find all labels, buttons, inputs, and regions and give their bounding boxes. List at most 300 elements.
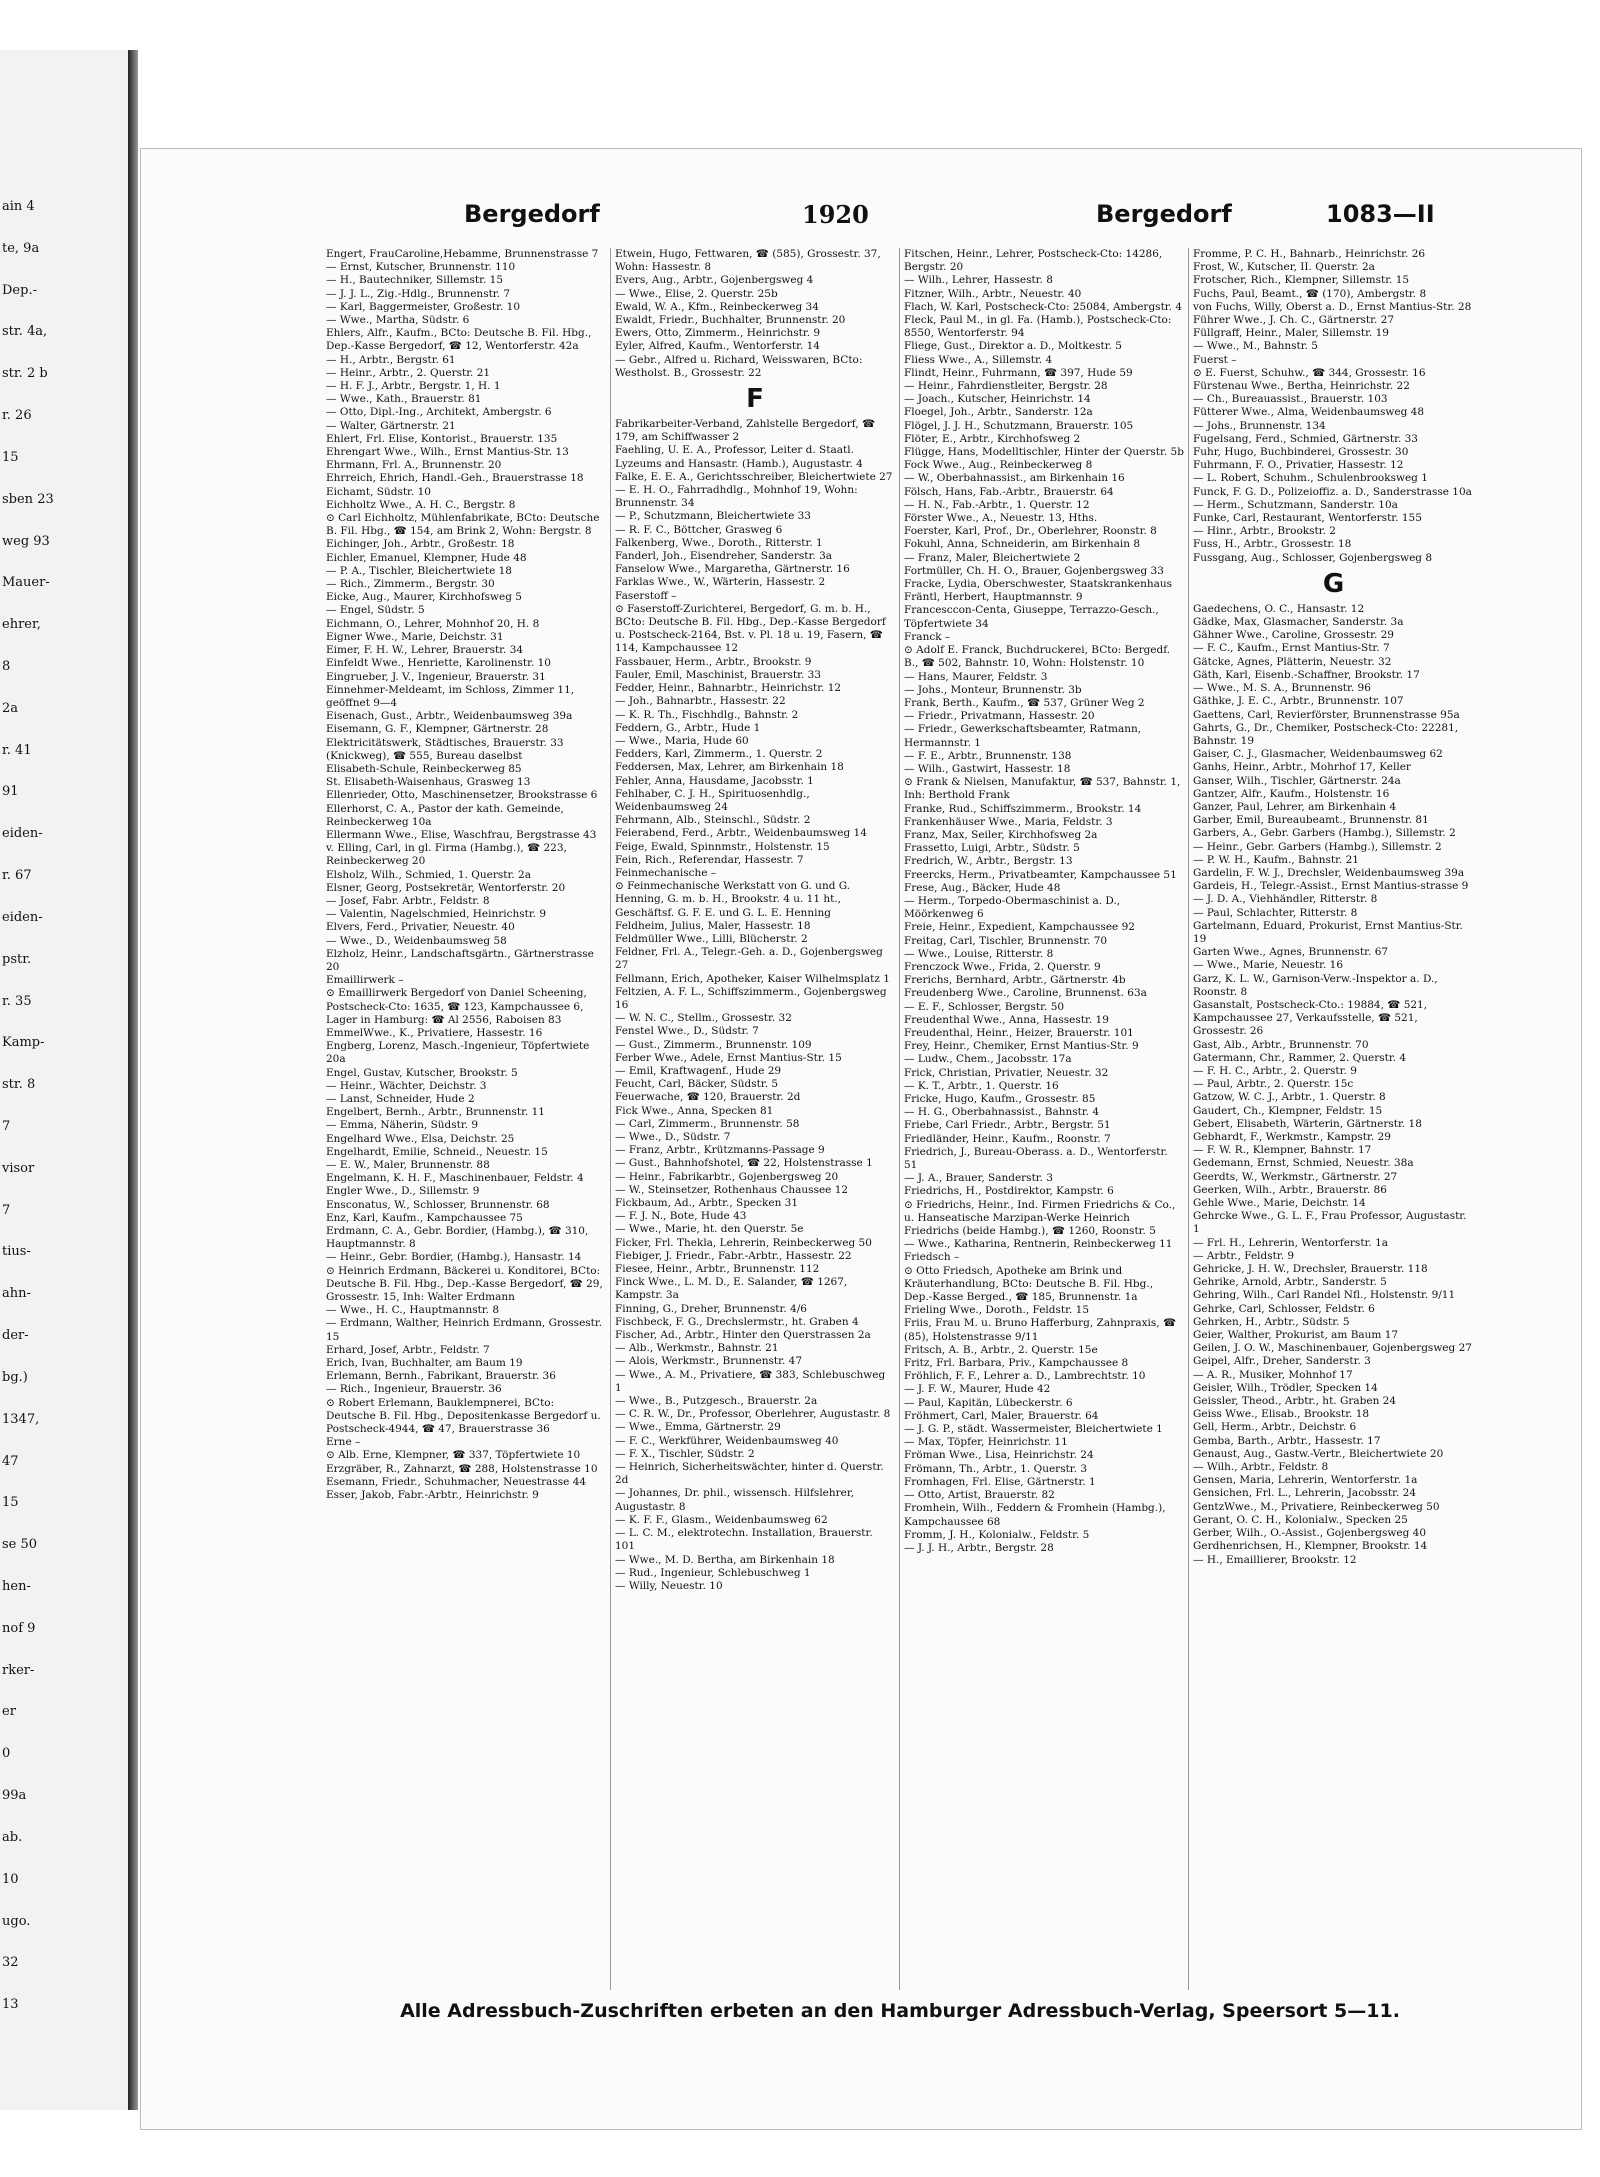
directory-entry: Fredrich, W., Arbtr., Bergstr. 13 — [904, 855, 1073, 868]
directory-entry: Freudenthal, Heinr., Heizer, Brauerstr. 101 — [904, 1026, 1134, 1039]
directory-entry: Fassbauer, Herm., Arbtr., Brookstr. 9 — [615, 655, 812, 668]
directory-entry: Freudenthal Wwe., Anna, Hassestr. 19 — [904, 1013, 1109, 1026]
directory-entry: Feltzien, A. F. L., Schiffszimmerm., Gojenbergsweg 16 — [615, 985, 887, 1011]
directory-entry: Feldmüller Wwe., Lilli, Blücherstr. 2 — [615, 932, 808, 945]
directory-entry: Fleck, Paul M., in gl. Fa. (Hamb.), Postscheck-Cto: 8550, Wentorferstr. 94 — [904, 314, 1172, 340]
directory-entry: — F. E., Arbtr., Brunnenstr. 138 — [904, 749, 1072, 762]
directory-entry: — Heinr., Gebr. Garbers (Hambg.), Sillemstr. 2 — [1193, 840, 1442, 853]
left-page-text: sben 23 — [2, 492, 54, 507]
directory-entry: Fliess Wwe., A., Sillemstr. 4 — [904, 353, 1053, 366]
directory-entry: Flögel, J. J. H., Schutzmann, Brauerstr. 105 — [904, 419, 1134, 432]
directory-entry: Gaettens, Carl, Revierförster, Brunnenstrasse 95a — [1193, 708, 1460, 721]
left-page-text: 10 — [2, 1872, 19, 1887]
directory-entry: GentzWwe., M., Privatiere, Reinbeckerweg 50 — [1193, 1500, 1440, 1513]
directory-entry: Geerken, Wilh., Arbtr., Brauerstr. 86 — [1193, 1183, 1387, 1196]
directory-entry: v. Elling, Carl, in gl. Firma (Hambg.), ☎ 223, Reinbeckerweg 20 — [326, 842, 567, 868]
directory-entry: — Arbtr., Feldstr. 9 — [1193, 1249, 1295, 1262]
directory-entry: Erlemann, Bernh., Fabrikant, Brauerstr. 36 — [326, 1370, 556, 1383]
directory-entry: Friis, Frau M. u. Bruno Hafferburg, Zahnpraxis, ☎ (85), Holstenstrasse 9/11 — [904, 1317, 1177, 1343]
directory-entry: — Paul, Schlachter, Ritterstr. 8 — [1193, 906, 1358, 919]
directory-entry: Funke, Carl, Restaurant, Wentorferstr. 155 — [1193, 512, 1422, 525]
left-page-text: visor — [2, 1161, 35, 1176]
directory-entry: — Engel, Südstr. 5 — [326, 604, 425, 617]
directory-entry: Frömann, Th., Arbtr., 1. Querstr. 3 — [904, 1462, 1088, 1475]
directory-column — [900, 248, 1189, 1990]
directory-entry: Fröhlich, F. F., Lehrer a. D., Lambrechtstr. 10 — [904, 1370, 1146, 1383]
directory-entry: Gebhardt, F., Werkmstr., Kampstr. 29 — [1193, 1131, 1391, 1143]
directory-entry: — P. A., Tischler, Bleichertwiete 18 — [326, 564, 512, 577]
directory-entry: ⊙ Adolf E. Franck, Buchdruckerei, BCto: Bergedf. B., ☎ 502, Bahnstr. 10, Wohn: Holstenstr. 10 — [904, 644, 1171, 670]
left-page-text: 47 — [2, 1454, 19, 1469]
directory-entry: — K. R. Th., Fischhdlg., Bahnstr. 2 — [615, 708, 799, 721]
header-right-title: Bergedorf — [1096, 200, 1232, 228]
directory-entry: Gehring, Wilh., Carl Randel Nfl., Holstenstr. 9/11 — [1193, 1289, 1456, 1302]
directory-entry: Frotscher, Rich., Klempner, Sillemstr. 15 — [1193, 274, 1410, 287]
directory-entry: — Carl, Zimmerm., Brunnenstr. 58 — [615, 1117, 800, 1130]
directory-entry: Erich, Ivan, Buchhalter, am Baum 19 — [326, 1357, 523, 1370]
directory-entry: Führer Wwe., J. Ch. C., Gärtnerstr. 27 — [1193, 314, 1395, 327]
directory-entry: Elsholz, Wilh., Schmied, 1. Querstr. 2a — [326, 868, 531, 881]
directory-entry: Freudenberg Wwe., Caroline, Brunnenst. 63a — [904, 987, 1147, 1000]
page-number: 1083—II — [1326, 200, 1435, 228]
directory-entry: Gerant, O. C. H., Kolonialw., Specken 25 — [1193, 1513, 1408, 1526]
directory-entry: Fracke, Lydia, Oberschwester, Staatskrankenhaus — [904, 578, 1173, 591]
directory-entry: — Joach., Kutscher, Heinrichstr. 14 — [904, 393, 1091, 406]
directory-entry: — Max, Töpfer, Heinrichstr. 11 — [904, 1436, 1068, 1449]
directory-entry: — Wwe., Elise, 2. Querstr. 25b — [615, 287, 778, 300]
left-page-text: ugo. — [2, 1914, 31, 1929]
directory-entry: Francesccon-Centa, Giuseppe, Terrazzo-Gesch., Töpfertwiete 34 — [904, 604, 1159, 630]
directory-entry: Eigner Wwe., Marie, Deichstr. 31 — [326, 630, 504, 643]
directory-entry: — K. F. F., Glasm., Weidenbaumsweg 62 — [615, 1513, 828, 1526]
directory-entry: Fischer, Ad., Arbtr., Hinter den Querstrassen 2a — [615, 1329, 871, 1342]
directory-entry: — Ch., Bureauassist., Brauerstr. 103 — [1193, 393, 1388, 406]
directory-entry: Frankenhäuser Wwe., Maria, Feldstr. 3 — [904, 815, 1113, 828]
left-page-text: 15 — [2, 450, 19, 465]
directory-entry: — E. H. O., Fahrradhdlg., Mohnhof 19, Wohn: Brunnenstr. 34 — [615, 484, 858, 510]
directory-entry: — Wwe., M. D. Bertha, am Birkenhain 18 — [615, 1553, 835, 1566]
left-page-text: 15 — [2, 1495, 19, 1510]
directory-entry: Fehler, Anna, Hausdame, Jacobsstr. 1 — [615, 774, 814, 787]
directory-entry: ⊙ Faserstoff-Zurichterei, Bergedorf, G. m. b. H., BCto: Deutsche B. Fil. Hbg., Dep.-Kasse Bergedorf u. Postscheck-2164, Bst. v. Pl. 18 u. 19, Fasern, ☎ 114, Kampchaussee 12 — [615, 602, 886, 655]
directory-entry: — J. J. H., Arbtr., Bergstr. 28 — [904, 1541, 1054, 1554]
directory-entry: — H. G., Oberbahnassist., Bahnstr. 4 — [904, 1106, 1100, 1119]
directory-entry: — Wwe., Marie, ht. den Querstr. 5e — [615, 1223, 804, 1236]
directory-entry: Gaiser, C. J., Glasmacher, Weidenbaumsweg 62 — [1193, 748, 1443, 761]
directory-entry: Erne – — [326, 1436, 361, 1449]
directory-entry: Engelhard Wwe., Elsa, Deichstr. 25 — [326, 1132, 515, 1145]
directory-entry: Friedrichs, H., Postdirektor, Kampstr. 6 — [904, 1185, 1114, 1198]
directory-entry: Garber, Emil, Bureaubeamt., Brunnenstr. 81 — [1193, 814, 1429, 827]
directory-entry: Genaust, Aug., Gastw.-Vertr., Bleichertwiete 20 — [1193, 1447, 1444, 1460]
directory-entry: Faserstoff – — [615, 589, 677, 602]
directory-entry: — Heinr., Wächter, Deichstr. 3 — [326, 1079, 487, 1092]
page-header — [320, 200, 1480, 236]
directory-entry: — H., Bautechniker, Sillemstr. 15 — [326, 274, 504, 287]
directory-entry: Farklas Wwe., W., Wärterin, Hassestr. 2 — [615, 576, 826, 589]
left-page-fragment — [0, 50, 131, 2110]
left-page-text: bg.) — [2, 1370, 28, 1385]
directory-entry: — Walter, Gärtnerstr. 21 — [326, 419, 456, 432]
directory-entry: Friedländer, Heinr., Kaufm., Roonstr. 7 — [904, 1132, 1111, 1145]
directory-entry: — F. C., Kaufm., Ernst Mantius-Str. 7 — [1193, 642, 1390, 655]
directory-entry: Freitag, Carl, Tischler, Brunnenstr. 70 — [904, 934, 1108, 947]
directory-entry: — K. T., Arbtr., 1. Querstr. 16 — [904, 1079, 1059, 1092]
directory-entry: Eyler, Alfred, Kaufm., Wentorferstr. 14 — [615, 340, 820, 353]
directory-entry: Fock Wwe., Aug., Reinbeckerweg 8 — [904, 459, 1093, 472]
directory-entry: — Valentin, Nagelschmied, Heinrichstr. 9 — [326, 908, 547, 921]
directory-entry: Ellenrieder, Otto, Maschinensetzer, Brookstrasse 6 — [326, 789, 598, 802]
directory-entry: — Otto, Artist, Brauerstr. 82 — [904, 1489, 1055, 1502]
left-page-text: er — [2, 1704, 16, 1719]
directory-entry: Gensichen, Frl. L., Lehrerin, Jacobsstr. 24 — [1193, 1487, 1417, 1500]
directory-entry: — Alb., Werkmstr., Bahnstr. 21 — [615, 1342, 779, 1355]
directory-entry: Füllgraff, Heinr., Maler, Sillemstr. 19 — [1193, 327, 1389, 340]
directory-entry: Friedrich, J., Bureau-Oberass. a. D., Wentorferstr. 51 — [904, 1145, 1168, 1172]
directory-entry: Fanderl, Joh., Eisendreher, Sanderstr. 3a — [615, 550, 833, 563]
directory-entry: Fedder, Heinr., Bahnarbtr., Heinrichstr. 12 — [615, 682, 842, 695]
directory-entry: — Herm., Torpedo-Obermaschinist a. D., Möörkenweg 6 — [904, 894, 1121, 921]
directory-entry: — H., Arbtr., Bergstr. 61 — [326, 353, 456, 366]
directory-entry: Fuerst – — [1193, 353, 1237, 366]
header-left-title: Bergedorf — [464, 200, 600, 228]
left-page-text: der- — [2, 1328, 29, 1343]
directory-entry: Fehrmann, Alb., Steinschl., Südstr. 2 — [615, 814, 811, 827]
directory-entry: Eichamt, Südstr. 10 — [326, 485, 431, 498]
directory-entry: Feddersen, Max, Lehrer, am Birkenhain 18 — [615, 761, 844, 774]
left-page-text: 13 — [2, 1997, 19, 2012]
directory-entry: Ganzer, Paul, Lehrer, am Birkenhain 4 — [1193, 800, 1397, 813]
directory-entry: Gantzer, Alfr., Kaufm., Holstenstr. 16 — [1193, 787, 1390, 800]
directory-entry: Fuhrmann, F. O., Privatier, Hassestr. 12 — [1193, 459, 1404, 472]
directory-entry: — Wwe., D., Südstr. 7 — [615, 1131, 731, 1143]
directory-entry: Freie, Heinr., Expedient, Kampchaussee 92 — [904, 921, 1135, 934]
directory-entry: — Johs., Monteur, Brunnenstr. 3b — [904, 683, 1082, 696]
directory-entry: Fabrikarbeiter-Verband, Zahlstelle Bergedorf, ☎ 179, am Schiffwasser 2 — [615, 418, 876, 444]
directory-entry: Eingrueber, J. V., Ingenieur, Brauerstr. 31 — [326, 670, 546, 683]
directory-entry: Garz, K. L. W., Garnison-Verw.-Inspektor a. D., Roonstr. 8 — [1193, 972, 1438, 998]
directory-entry: Fuhr, Hugo, Buchbinderei, Grossestr. 30 — [1193, 446, 1409, 459]
directory-entry: — Willy, Neuestr. 10 — [615, 1579, 723, 1592]
directory-entry: — F. H. C., Arbtr., 2. Querstr. 9 — [1193, 1064, 1357, 1077]
directory-entry: Ellermann Wwe., Elise, Waschfrau, Bergstrasse 43 — [326, 828, 597, 841]
directory-entry: ⊙ Feinmechanische Werkstatt von G. und G. Henning, G. m. b. H., Brookstr. 4 u. 11 ht., Geschäftsf. G. F. E. und G. L. E. Henning — [615, 880, 851, 919]
directory-entry: — Wwe., M. S. A., Brunnenstr. 96 — [1193, 682, 1371, 695]
directory-entry: Engelbert, Bernh., Arbtr., Brunnenstr. 11 — [326, 1106, 545, 1119]
directory-entry: — Otto, Dipl.-Ing., Architekt, Ambergstr. 6 — [326, 406, 552, 419]
left-page-text: 0 — [2, 1746, 11, 1761]
directory-entry: Fütterer Wwe., Alma, Weidenbaumsweg 48 — [1193, 406, 1425, 419]
directory-entry: — Franz, Maler, Bleichertwiete 2 — [904, 551, 1081, 564]
directory-entry: Eichinger, Joh., Arbtr., Großestr. 18 — [326, 538, 515, 551]
directory-entry: ⊙ E. Fuerst, Schuhw., ☎ 344, Grossestr. 16 — [1193, 366, 1426, 379]
directory-entry: Esemann, Friedr., Schuhmacher, Neuestrasse 44 — [326, 1475, 587, 1488]
left-page-text: 99a — [2, 1788, 27, 1803]
directory-entry: — J. A., Brauer, Sanderstr. 3 — [904, 1172, 1054, 1185]
directory-entry: Franck – — [904, 630, 951, 643]
directory-entry: — Heinr., Arbtr., 2. Querstr. 21 — [326, 366, 491, 379]
directory-entry: Erdmann, C. A., Gebr. Bordier, (Hambg.), ☎ 310, Hauptmannstr. 8 — [326, 1225, 589, 1251]
directory-entry: — J. D. A., Viehhändler, Ritterstr. 8 — [1193, 893, 1378, 906]
directory-entry: Feige, Ewald, Spinnmstr., Holstenstr. 15 — [615, 840, 830, 853]
directory-entry: — H. N., Fab.-Arbtr., 1. Querstr. 12 — [904, 498, 1090, 511]
left-page-text: r. 26 — [2, 408, 32, 423]
directory-entry: Gedemann, Ernst, Schmied, Neuestr. 38a — [1193, 1157, 1414, 1170]
directory-entry: Engert, FrauCaroline,Hebamme, Brunnenstrasse 7 — [326, 248, 599, 260]
directory-entry: — J. G. P., städt. Wassermeister, Bleichertwiete 1 — [904, 1423, 1163, 1436]
directory-entry: Fiesee, Heinr., Arbtr., Brunnenstr. 112 — [615, 1263, 820, 1276]
directory-entry: Franke, Rud., Schiffszimmerm., Brookstr. 14 — [904, 802, 1142, 815]
directory-entry: Erzgräber, R., Zahnarzt, ☎ 288, Holstenstrasse 10 — [326, 1462, 598, 1475]
directory-entry: — C. R. W., Dr., Professor, Oberlehrer, Augustastr. 8 — [615, 1408, 891, 1421]
directory-entry: Ewaldt, Friedr., Buchhalter, Brunnenstr. 20 — [615, 314, 846, 327]
directory-entry: Eichler, Emanuel, Klempner, Hude 48 — [326, 551, 527, 564]
directory-entry: — A. R., Musiker, Mohnhof 17 — [1193, 1368, 1353, 1381]
directory-entry: ⊙ Heinrich Erdmann, Bäckerei u. Konditorei, BCto: Deutsche B. Fil. Hbg., Dep.-Kasse Bergedorf, ☎ 29, Grossestr. 15, Inh: Walter Erdmann — [326, 1264, 603, 1304]
left-page-text: eiden- — [2, 910, 43, 925]
directory-column — [322, 248, 611, 1990]
directory-entry: — W., Steinsetzer, Rothenhaus Chaussee 12 — [615, 1183, 849, 1196]
directory-entry: — Gust., Zimmerm., Brunnenstr. 109 — [615, 1038, 812, 1051]
directory-entry: — Lanst, Schneider, Hude 2 — [326, 1093, 475, 1105]
directory-entry: — W. N. C., Stellm., Grossestr. 32 — [615, 1012, 792, 1025]
directory-entry: ⊙ Carl Eichholtz, Mühlenfabrikate, BCto: Deutsche B. Fil. Hbg., ☎ 154, am Brink 2, Wohn: Bergstr. 8 — [326, 512, 600, 538]
directory-entry: — Frl. H., Lehrerin, Wentorferstr. 1a — [1193, 1236, 1389, 1249]
directory-entry: Fromme, P. C. H., Bahnarb., Heinrichstr. 26 — [1193, 248, 1426, 260]
directory-entry: Fussgang, Aug., Schlosser, Gojenbergsweg 8 — [1193, 551, 1433, 564]
directory-entry: — F. X., Tischler, Südstr. 2 — [615, 1447, 755, 1460]
header-year: 1920 — [802, 200, 869, 229]
directory-entry: Fröhmert, Carl, Maler, Brauerstr. 64 — [904, 1409, 1099, 1422]
directory-entry: — Ludw., Chem., Jacobsstr. 17a — [904, 1053, 1072, 1066]
directory-entry: — R. F. C., Böttcher, Grasweg 6 — [615, 523, 783, 536]
directory-entry: Frese, Aug., Bäcker, Hude 48 — [904, 881, 1061, 894]
directory-entry: — Karl, Baggermeister, Großestr. 10 — [326, 300, 521, 313]
directory-entry: Gähner Wwe., Caroline, Grossestr. 29 — [1193, 629, 1394, 642]
directory-entry: St. Elisabeth-Waisenhaus, Grasweg 13 — [326, 776, 531, 789]
directory-entry: — Heinr., Gebr. Bordier, (Hambg.), Hansastr. 14 — [326, 1251, 582, 1264]
directory-entry: Gätcke, Agnes, Plätterin, Neuestr. 32 — [1193, 655, 1392, 668]
directory-entry: ⊙ Frank & Nielsen, Manufaktur, ☎ 537, Bahnstr. 1, Inh: Berthold Frank — [904, 776, 1181, 802]
directory-entry: Ehrreich, Ehrich, Handl.-Geh., Brauerstrasse 18 — [326, 472, 584, 485]
directory-entry: Gehricke, J. H. W., Drechsler, Brauerstr. 118 — [1193, 1263, 1428, 1276]
left-page-text: ain 4 — [2, 199, 35, 214]
directory-entry: Frassetto, Luigi, Arbtr., Südstr. 5 — [904, 842, 1080, 855]
directory-entry: — Wwe., Martha, Südstr. 6 — [326, 314, 470, 327]
directory-entry: Gehrken, H., Arbtr., Südstr. 5 — [1193, 1315, 1350, 1328]
directory-entry: — F. J. N., Bote, Hude 43 — [615, 1210, 747, 1223]
directory-entry: — Emil, Kraftwagenf., Hude 29 — [615, 1064, 782, 1077]
directory-entry: — L. C. M., elektrotechn. Installation, Brauerstr. 101 — [615, 1527, 873, 1553]
directory-entry: Engelmann, K. H. F., Maschinenbauer, Feldstr. 4 — [326, 1172, 584, 1185]
directory-entry: Ewald, W. A., Kfm., Reinbeckerweg 34 — [615, 300, 819, 313]
directory-entry: ⊙ Robert Erlemann, Bauklempnerei, BCto: Deutsche B. Fil. Hbg., Depositenkasse Bergedorf u. Postscheck-4944, ☎ 47, Brauerstrasse 36 — [326, 1396, 601, 1436]
directory-entry: Geilen, J. O. W., Maschinenbauer, Gojenbergsweg 27 — [1193, 1342, 1472, 1355]
directory-entry: Fick Wwe., Anna, Specken 81 — [615, 1104, 774, 1117]
directory-entry: Feddern, G., Arbtr., Hude 1 — [615, 721, 761, 734]
left-page-text: 91 — [2, 784, 19, 799]
directory-entry: Einfeldt Wwe., Henriette, Karolinenstr. 10 — [326, 657, 551, 670]
left-page-text: hen- — [2, 1579, 31, 1594]
directory-entry: Eisenach, Gust., Arbtr., Weidenbaumsweg 39a — [326, 710, 573, 723]
directory-entry: Flach, W. Karl, Postscheck-Cto: 25084, Ambergstr. 4 — [904, 300, 1183, 313]
directory-entry: Engelhardt, Emilie, Schneid., Neuestr. 15 — [326, 1145, 548, 1158]
directory-entry: — Rud., Ingenieur, Schlebuschweg 1 — [615, 1566, 811, 1579]
directory-entry: Frerichs, Bernhard, Arbtr., Gärtnerstr. 4b — [904, 974, 1126, 987]
book-gutter — [128, 50, 138, 2110]
directory-entry: — Josef, Fabr. Arbtr., Feldstr. 8 — [326, 894, 490, 907]
directory-entry: Gaudert, Ch., Klempner, Feldstr. 15 — [1193, 1104, 1383, 1117]
directory-entry: — Gebr., Alfred u. Richard, Weisswaren, BCto: Westholst. B., Grossestr. 22 — [615, 353, 863, 379]
directory-entry: Engberg, Lorenz, Masch.-Ingenieur, Töpfertwiete 20a — [326, 1040, 590, 1066]
left-page-text: te, 9a — [2, 241, 40, 256]
directory-entry: — Wwe., Emma, Gärtnerstr. 29 — [615, 1421, 781, 1434]
directory-entry: — Wwe., B., Putzgesch., Brauerstr. 2a — [615, 1395, 818, 1408]
directory-entry: Ellerhorst, C. A., Pastor der kath. Gemeinde, Reinbeckerweg 10a — [326, 802, 564, 828]
directory-entry: Gast, Alb., Arbtr., Brunnenstr. 70 — [1193, 1038, 1369, 1051]
section-letter: F — [746, 384, 764, 415]
directory-entry: ⊙ Friedrichs, Heinr., Ind. Firmen Friedrichs & Co., u. Hanseatische Marzipan-Werke Heinrich Friedrichs (beide Hambg.), ☎ 1260, Roonstr. 5 — [904, 1198, 1176, 1238]
directory-entry: Gell, Herm., Arbtr., Deichstr. 6 — [1193, 1421, 1357, 1434]
directory-entry: Faehling, U. E. A., Professor, Leiter d. Staatl. Lyzeums and Hansastr. (Hamb.), Augustastr. 4 — [615, 444, 863, 470]
directory-entry: Gardeis, H., Telegr.-Assist., Ernst Mantius-strasse 9 — [1193, 880, 1469, 893]
directory-entry: — Heinr., Fahrdienstleiter, Bergstr. 28 — [904, 380, 1108, 393]
directory-entry: — Johannes, Dr. phil., wissensch. Hilfslehrer, Augustastr. 8 — [615, 1487, 855, 1513]
left-page-text: r. 41 — [2, 743, 32, 758]
left-page-text: str. 8 — [2, 1077, 36, 1092]
directory-column — [611, 248, 900, 1990]
directory-entry: — Gust., Bahnhofshotel, ☎ 22, Holstenstrasse 1 — [615, 1157, 873, 1170]
directory-entry: Falkenberg, Wwe., Doroth., Ritterstr. 1 — [615, 536, 823, 549]
left-page-text: Kamp- — [2, 1035, 45, 1050]
left-page-text: pstr. — [2, 952, 32, 967]
directory-entry: — Rich., Zimmerm., Bergstr. 30 — [326, 578, 495, 591]
directory-entry: — W., Oberbahnassist., am Birkenhain 16 — [904, 472, 1125, 485]
directory-entry: Falke, E. E. A., Gerichtsschreiber, Bleichertwiete 27 — [615, 470, 893, 483]
directory-entry: Engler Wwe., D., Sillemstr. 9 — [326, 1185, 480, 1198]
directory-entry: — F. W. R., Klempner, Bahnstr. 17 — [1193, 1144, 1372, 1157]
page-footer: Alle Adressbuch-Zuschriften erbeten an den Hamburger Adressbuch-Verlag, Speersort 5—11. — [400, 2000, 1400, 2022]
left-page-text: se 50 — [2, 1537, 38, 1552]
directory-entry: — Friedr., Privatmann, Hassestr. 20 — [904, 710, 1095, 723]
directory-entry: Gädke, Max, Glasmacher, Sanderstr. 3a — [1193, 616, 1404, 629]
left-page-text: eiden- — [2, 826, 43, 841]
directory-entry: — E. W., Maler, Brunnenstr. 88 — [326, 1159, 490, 1172]
directory-entry: Eichmann, O., Lehrer, Mohnhof 20, H. 8 — [326, 617, 540, 630]
directory-entry: Einnehmer-Meldeamt, im Schloss, Zimmer 11, geöffnet 9—4 — [326, 683, 575, 709]
directory-entry: Frey, Heinr., Chemiker, Ernst Mantius-Str. 9 — [904, 1040, 1139, 1053]
directory-entry: — Wwe., Marie, Neuestr. 16 — [1193, 959, 1344, 972]
directory-entry: Evers, Aug., Arbtr., Gojenbergsweg 4 — [615, 274, 814, 287]
directory-entry: — Rich., Ingenieur, Brauerstr. 36 — [326, 1383, 502, 1396]
directory-entry: Gardelin, F. W. J., Drechsler, Weidenbaumsweg 39a — [1193, 866, 1465, 879]
directory-entry: — Ernst, Kutscher, Brunnenstr. 110 — [326, 261, 516, 274]
left-page-text: rker- — [2, 1663, 35, 1678]
directory-entry: Geissler, Theod., Arbtr., ht. Graben 24 — [1193, 1395, 1397, 1408]
directory-entry: Elisabeth-Schule, Reinbeckerweg 85 — [326, 762, 522, 775]
directory-entry: — Wwe., Maria, Hude 60 — [615, 734, 749, 747]
directory-entry: Ewers, Otto, Zimmerm., Heinrichstr. 9 — [615, 327, 821, 340]
directory-entry: Fliege, Gust., Direktor a. D., Moltkestr. 5 — [904, 340, 1122, 353]
left-page-text: tius- — [2, 1244, 31, 1259]
directory-entry: Enz, Karl, Kaufm., Kampchaussee 75 — [326, 1211, 523, 1224]
directory-entry: — F. C., Werkführer, Weidenbaumsweg 40 — [615, 1434, 839, 1447]
directory-entry: Gehrke, Carl, Schlosser, Feldstr. 6 — [1193, 1302, 1375, 1315]
directory-entry: — Erdmann, Walther, Heinrich Erdmann, Grossestr. 15 — [326, 1317, 603, 1343]
directory-entry: ⊙ Emaillirwerk Bergedorf von Daniel Scheening, Postscheck-Cto: 1635, ☎ 123, Kampchaussee 6, Lager in Hamburg: ☎ Al 2556, Raboisen 83 — [326, 987, 587, 1026]
directory-entry: Frick, Christian, Privatier, Neuestr. 32 — [904, 1066, 1109, 1079]
left-page-text: 1347, — [2, 1412, 40, 1427]
directory-entry: ⊙ Alb. Erne, Klempner, ☎ 337, Töpfertwiete 10 — [326, 1449, 581, 1462]
left-page-text: ehrer, — [2, 617, 41, 632]
directory-entry: Fuchs, Paul, Beamt., ☎ (170), Ambergstr. 8 — [1193, 287, 1427, 300]
directory-entry: Fanselow Wwe., Margaretha, Gärtnerstr. 16 — [615, 563, 850, 576]
directory-entry: Eisemann, G. F., Klempner, Gärtnerstr. 28 — [326, 723, 549, 736]
directory-entry: Elzholz, Heinr., Landschaftsgärtn., Gärtnerstrasse 20 — [326, 947, 594, 973]
directory-entry: — P., Schutzmann, Bleichertwiete 33 — [615, 510, 811, 523]
directory-entry: — E. F., Schlosser, Bergstr. 50 — [904, 1000, 1065, 1013]
directory-entry: Engel, Gustav, Kutscher, Brookstr. 5 — [326, 1066, 518, 1079]
left-page-text: 7 — [2, 1203, 11, 1218]
directory-entry: Fauler, Emil, Maschinist, Brauerstr. 33 — [615, 668, 822, 681]
directory-entry: Feldheim, Julius, Maler, Hassestr. 18 — [615, 919, 811, 932]
left-page-text: 32 — [2, 1955, 19, 1970]
directory-entry: — Heinrich, Sicherheitswächter, hinter d. Querstr. 2d — [615, 1461, 884, 1487]
directory-entry: — Friedr., Gewerkschaftsbeamter, Ratmann, Hermannstr. 1 — [904, 723, 1142, 749]
directory-entry: Fitzner, Wilh., Arbtr., Neuestr. 40 — [904, 287, 1082, 300]
directory-entry: Fricke, Hugo, Kaufm., Grossestr. 85 — [904, 1093, 1096, 1105]
directory-column — [1189, 248, 1478, 1990]
directory-entry: Fischbeck, F. G., Drechslermstr., ht. Graben 4 — [615, 1315, 859, 1328]
directory-entry: Gartelmann, Eduard, Prokurist, Ernst Mantius-Str. 19 — [1193, 919, 1463, 945]
directory-entry: Esser, Jakob, Fabr.-Arbtr., Heinrichstr. 9 — [326, 1489, 539, 1502]
directory-entry: Fellmann, Erich, Apotheker, Kaiser Wilhelmsplatz 1 — [615, 972, 890, 985]
directory-entry: Friebe, Carl Friedr., Arbtr., Bergstr. 51 — [904, 1119, 1111, 1132]
directory-entry: — Wilh., Arbtr., Feldstr. 8 — [1193, 1461, 1329, 1474]
directory-entry: Fräntl, Herbert, Hauptmannstr. 9 — [904, 591, 1083, 604]
directory-entry: Fröman Wwe., Lisa, Heinrichstr. 24 — [904, 1449, 1094, 1462]
section-letter: G — [1322, 568, 1345, 599]
left-page-text: 7 — [2, 1119, 11, 1134]
left-page-text: 2a — [2, 701, 19, 716]
directory-entry: — Wwe., Kath., Brauerstr. 81 — [326, 393, 482, 406]
directory-entry: Floegel, Joh., Arbtr., Sanderstr. 12a — [904, 406, 1093, 419]
directory-entry: Feierabend, Ferd., Arbtr., Weidenbaumsweg 14 — [615, 827, 867, 840]
left-page-text: Mauer- — [2, 575, 50, 590]
directory-entry: — Franz, Arbtr., Krützmanns-Passage 9 — [615, 1144, 825, 1157]
directory-entry: Elvers, Ferd., Privatier, Neuestr. 40 — [326, 921, 515, 934]
directory-entry: — Wilh., Gastwirt, Hassestr. 18 — [904, 762, 1071, 775]
left-page-text: weg 93 — [2, 534, 50, 549]
directory-entry: Fuss, H., Arbtr., Grossestr. 18 — [1193, 538, 1352, 551]
directory-entry: Gäthke, J. E. C., Arbtr., Brunnenstr. 107 — [1193, 695, 1404, 708]
directory-entry: Geipel, Alfr., Dreher, Sanderstr. 3 — [1193, 1355, 1371, 1368]
directory-entry: Fitschen, Heinr., Lehrer, Postscheck-Cto: 14286, Bergstr. 20 — [904, 248, 1163, 274]
left-page-text: Dep.- — [2, 283, 37, 298]
directory-entry: Eicke, Aug., Maurer, Kirchhofsweg 5 — [326, 591, 522, 604]
directory-entry: — J. J. L., Zig.-Hdlg., Brunnenstr. 7 — [326, 287, 511, 300]
directory-entry: Fortmüller, Ch. H. O., Brauer, Gojenbergsweg 33 — [904, 564, 1164, 577]
directory-entry: — L. Robert, Schuhm., Schulenbrooksweg 1 — [1193, 472, 1428, 485]
directory-entry: Gehle Wwe., Marie, Deichstr. 14 — [1193, 1197, 1366, 1210]
directory-entry: Fickbaum, Ad., Arbtr., Specken 31 — [615, 1197, 799, 1210]
directory-entry: Fromhein, Wilh., Feddern & Fromhein (Hambg.), Kampchaussee 68 — [904, 1502, 1166, 1528]
directory-entry: Flindt, Heinr., Fuhrmann, ☎ 397, Hude 59 — [904, 366, 1133, 379]
directory-entry: Fokuhl, Anna, Schneiderin, am Birkenhain 8 — [904, 538, 1141, 551]
directory-entry: — Wilh., Lehrer, Hassestr. 8 — [904, 274, 1053, 287]
left-page-text: r. 67 — [2, 868, 32, 883]
directory-entry: Fritz, Frl. Barbara, Priv., Kampchaussee 8 — [904, 1357, 1129, 1370]
